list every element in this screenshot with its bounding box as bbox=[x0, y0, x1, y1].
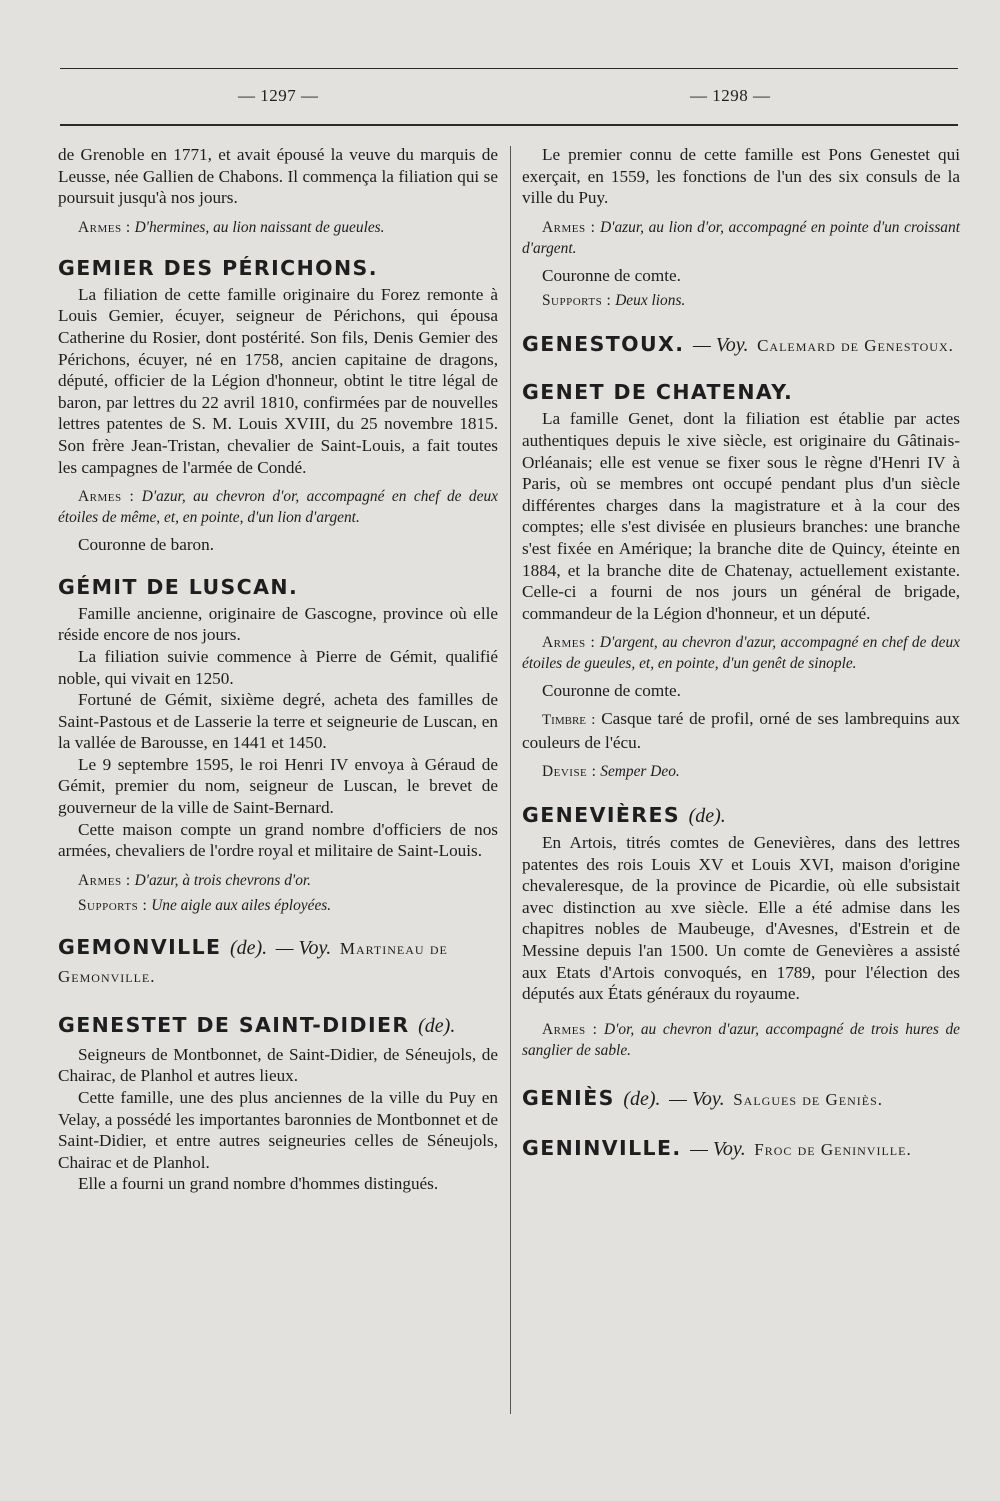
intro-supports-right bbox=[522, 290, 960, 311]
column-separator bbox=[510, 146, 511, 1414]
arms-label: Armes : bbox=[542, 218, 596, 236]
voy-reference: — Voy. bbox=[669, 1087, 725, 1110]
entry-p5-gemit: Cette maison compte un grand nombre d'officiers de nos armées, chevaliers de l'ordre royal et militaire de Saint-Louis. bbox=[58, 819, 498, 861]
entry-text-genet: La famille Genet, dont la filiation est établie par actes authentiques depuis le xive siècle, est originaire du Gâtinais-Orléanais; elle est venue se fixer sous le règne d'Henri IV à Paris, où se membres ont occupé pendant plus d'un siècle différentes charges dans la magistrature et à la cour des comptes; elle s'est divisée en plusieurs branches: une branche s'est fixée en Amérique; la branche dite de Quincy, éteinte en 1884, et la branche dite de Chatenay, actuellement existante. Celle-ci a fourni de nos jours un général de brigade, commandeur de la Légion d'honneur, et un député. bbox=[522, 409, 960, 623]
cross-reference: Calemard de Genestoux. bbox=[757, 336, 954, 356]
entry-title-gemonville bbox=[58, 934, 498, 990]
entry-arms-genet bbox=[522, 632, 960, 674]
entry-title-genestet bbox=[58, 1012, 498, 1039]
entry-couronne-gemier: Couronne de baron. bbox=[78, 535, 215, 555]
timbre-text: Casque taré de profil, orné de ses lambrequins aux couleurs de l'écu. bbox=[522, 708, 961, 752]
entry-name: GENESTOUX. bbox=[522, 332, 685, 357]
entry-arms-genevieres bbox=[522, 1019, 960, 1061]
entry-arms-gemier bbox=[58, 486, 498, 528]
arms-label: Armes : bbox=[78, 218, 131, 236]
page-number-left: — 1297 — bbox=[238, 86, 319, 105]
entry-p3-gemit: Fortuné de Gémit, sixième degré, acheta des familles de Saint-Pastous et de Lasserie la terre et seigneurie de Luscan, en la vallée de Barousse, en 1441 et 1450. bbox=[58, 690, 498, 753]
right-column bbox=[522, 144, 960, 1163]
intro-arms bbox=[58, 217, 498, 238]
cross-reference: Martineau de Gemonville. bbox=[58, 938, 448, 986]
entry-p1-gemit: Famille ancienne, originaire de Gascogne, province où elle réside encore de nos jours. bbox=[58, 603, 498, 645]
entry-supports-gemit bbox=[58, 895, 498, 916]
page-number-right: — 1298 — bbox=[690, 86, 771, 105]
entry-arms-gemit bbox=[58, 870, 498, 891]
entry-name: GENIÈS bbox=[522, 1085, 615, 1110]
entry-title-genies bbox=[522, 1085, 960, 1113]
entry-particle: (de). bbox=[418, 1014, 456, 1037]
intro-couronne-right: Couronne de comte. bbox=[542, 265, 681, 285]
entry-particle: (de). bbox=[229, 936, 268, 959]
voy-reference: — Voy. bbox=[690, 1137, 746, 1160]
supports-text: Une aigle aux ailes éployées. bbox=[151, 896, 332, 914]
intro-arms-right bbox=[522, 217, 960, 259]
arms-label: Armes : bbox=[542, 634, 596, 652]
entry-title-gemier: GEMIER DES PÉRICHONS. bbox=[58, 255, 378, 280]
arms-text: D'hermines, au lion naissant de gueules. bbox=[134, 218, 385, 236]
arms-text: D'azur, au chevron d'or, accompagné en chef de deux étoiles de même, et, en pointe, d'un lion d'argent. bbox=[58, 488, 498, 527]
header-bottom-rule bbox=[60, 124, 958, 126]
supports-label: Supports : bbox=[78, 896, 148, 914]
timbre-label: Timbre : bbox=[542, 711, 596, 728]
entry-name: GENINVILLE. bbox=[522, 1135, 682, 1160]
cross-reference: Salgues de Geniès. bbox=[733, 1089, 884, 1109]
entry-p1-genestet: Seigneurs de Montbonnet, de Saint-Didier, de Séneujols, de Chairac, de Planhol et autres lieux. bbox=[58, 1044, 498, 1086]
entry-title-genevieres bbox=[522, 802, 960, 829]
entry-devise-genet bbox=[522, 761, 960, 782]
voy-reference: — Voy. bbox=[692, 334, 749, 357]
arms-text: D'azur, au lion d'or, accompagné en pointe d'un croissant d'argent. bbox=[522, 218, 960, 257]
entry-name: GEMONVILLE bbox=[58, 934, 222, 959]
entry-title-genestoux bbox=[522, 331, 960, 359]
left-column bbox=[58, 144, 498, 1195]
intro-paragraph-right: Le premier connu de cette famille est Pons Genestet qui exerçait, en 1559, les fonctions de l'un des six consuls de la ville du Puy. bbox=[522, 145, 960, 208]
entry-p2-genestet: Cette famille, une des plus anciennes de la ville du Puy en Velay, a possédé les importantes baronnies de Montbonnet et de Saint-Didier, et entre autres seigneuries celles de Séneujols, Chairac et de Planhol. bbox=[58, 1088, 498, 1172]
arms-text: D'or, au chevron d'azur, accompagné de trois hures de sanglier de sable. bbox=[522, 1020, 960, 1059]
entry-title-geninville bbox=[522, 1135, 960, 1163]
entry-timbre-genet bbox=[522, 708, 960, 753]
entry-couronne-genet: Couronne de comte. bbox=[542, 681, 681, 701]
entry-title-genet: GENET DE CHATENAY. bbox=[522, 380, 794, 405]
supports-label: Supports : bbox=[542, 292, 612, 310]
arms-label: Armes : bbox=[542, 1020, 598, 1038]
arms-label: Armes : bbox=[78, 871, 131, 889]
devise-text: Semper Deo. bbox=[600, 763, 680, 781]
entry-text-gemier: La filiation de cette famille originaire du Forez remonte à Louis Gemier, écuyer, seigneur de Périchons, qui épousa Catherine du Rosier, dont postérité. Son fils, Denis Gemier des Périchons, écuyer, né en 1758, ancien capitaine de dragons, député, officier de la Légion d'honneur, obtint le titre légal de baron, par lettres du 22 avril 1810, confirmées par de nouvelles lettres patentes de S. M. Louis XVIII, du 25 novembre 1815. Son frère Jean-Tristan, chevalier de Saint-Louis, a fait toutes les campagnes de l'armée de Condé. bbox=[58, 284, 498, 477]
header-top-rule bbox=[60, 68, 958, 69]
arms-label: Armes : bbox=[78, 488, 135, 506]
entry-p3-genestet: Elle a fourni un grand nombre d'hommes distingués. bbox=[78, 1174, 439, 1194]
entry-text-genevieres: En Artois, titrés comtes de Genevières, dans des lettres patentes des rois Louis XV et Louis XVI, maison d'origine chevaleresque, de la province de Picardie, où elle subsistait avec distinction au xve siècle. Elle a été admise dans les chapitres nobles de Maubeuge, d'Avesnes, d'Estrein et de Messine depuis l'an 1500. Un comte de Genevières a assisté aux Etats d'Artois convoqués, en 1789, pour l'élection des députés aux États généraux du royaume. bbox=[522, 833, 960, 1004]
entry-particle: (de). bbox=[623, 1087, 661, 1110]
entry-name: GENESTET DE SAINT-DIDIER bbox=[58, 1012, 410, 1037]
entry-title-gemit: GÉMIT DE LUSCAN. bbox=[58, 574, 299, 599]
voy-reference: — Voy. bbox=[275, 936, 332, 959]
cross-reference: Froc de Geninville. bbox=[754, 1139, 912, 1159]
entry-p2-gemit: La filiation suivie commence à Pierre de Gémit, qualifié noble, qui vivait en 1250. bbox=[58, 646, 498, 688]
entry-p4-gemit: Le 9 septembre 1595, le roi Henri IV envoya à Géraud de Gémit, premier du nom, seigneur de Luscan, le brevet de gouverneur de la ville de Saint-Bernard. bbox=[58, 754, 498, 818]
entry-particle: (de). bbox=[688, 805, 726, 828]
arms-text: D'azur, à trois chevrons d'or. bbox=[134, 871, 312, 889]
arms-text: D'argent, au chevron d'azur, accompagné en chef de deux étoiles de gueules, et, en pointe, d'un genêt de sinople. bbox=[522, 634, 960, 673]
supports-text: Deux lions. bbox=[615, 292, 686, 310]
entry-name: GENEVIÈRES bbox=[522, 803, 681, 828]
intro-paragraph: de Grenoble en 1771, et avait épousé la veuve du marquis de Leusse, née Gallien de Chabons. Il commença la filiation qui se poursuit jusqu'à nos jours. bbox=[58, 145, 498, 208]
devise-label: Devise : bbox=[542, 763, 597, 781]
